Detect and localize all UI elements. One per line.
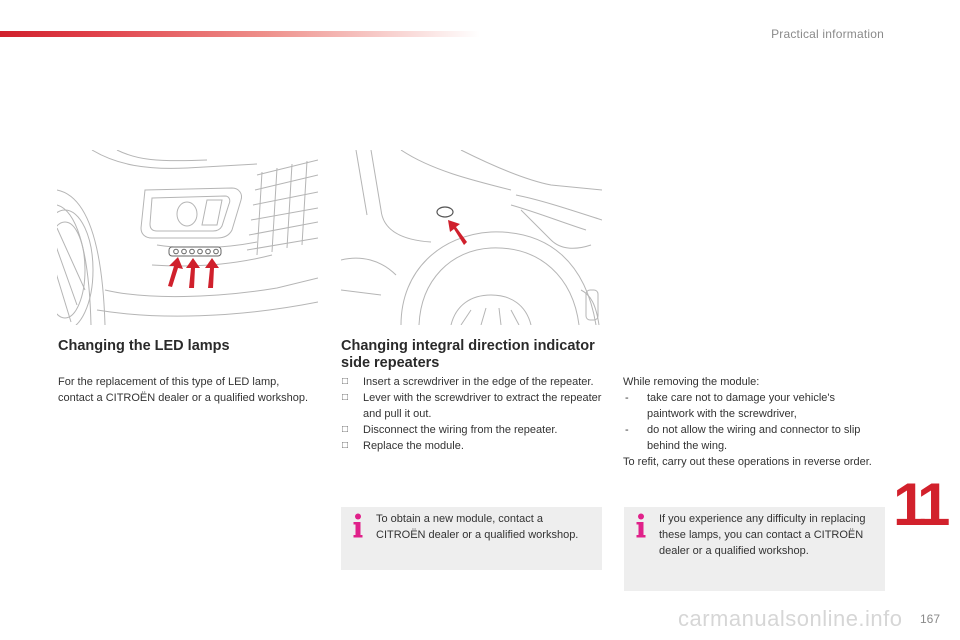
step-item: [341, 422, 603, 438]
step-text: Replace the module.: [363, 440, 464, 452]
precaution-text: take care not to damage your vehicle's paintwork with the screwdriver,: [647, 392, 835, 420]
removal-precautions: [623, 374, 885, 470]
info-icon: [636, 513, 646, 539]
info-icon: [353, 513, 363, 539]
chapter-number: 11: [893, 471, 945, 538]
step-text: Lever with the screwdriver to extract the repeater and pull it out.: [363, 392, 602, 420]
info-note-difficulty: [624, 507, 885, 591]
precaution-item: - do not allow the wiring and connector to slip behind the wing.: [625, 424, 861, 452]
step-text: Disconnect the wiring from the repeater.: [363, 424, 558, 436]
precautions-intro: While removing the module:: [623, 376, 760, 388]
precaution-text: do not allow the wiring and connector to slip behind the wing.: [647, 424, 861, 452]
precaution-item: - take care not to damage your vehicle's paintwork with the screwdriver,: [625, 392, 835, 420]
refit-instruction: To refit, carry out these operations in reverse order.: [623, 456, 872, 468]
step-item: [341, 374, 603, 390]
page-number: 167: [919, 612, 940, 626]
section-title: Practical information: [771, 27, 884, 41]
side-repeaters-heading: Changing integral direction indicator side repeaters: [341, 338, 595, 371]
led-lamps-heading: Changing the LED lamps: [58, 338, 230, 354]
note-text: If you experience any difficulty in replacing these lamps, you can contact a CITROËN dealer or a qualified workshop.: [659, 513, 866, 557]
indicator-arrows: [168, 257, 219, 288]
checkbox-bullet-icon: □: [342, 392, 349, 403]
led-lamps-paragraph: For the replacement of this type of LED lamp, contact a CITROËN dealer or a qualified workshop.: [58, 376, 309, 404]
led-lamps-illustration: [57, 150, 318, 325]
watermark: carmanualsonline.info: [678, 606, 903, 631]
info-note-new-module: [341, 507, 602, 570]
step-text: Insert a screwdriver in the edge of the repeater.: [363, 376, 594, 388]
checkbox-bullet-icon: □: [342, 440, 349, 451]
checkbox-bullet-icon: □: [342, 376, 349, 387]
side-repeater: [437, 207, 453, 217]
step-item: [341, 390, 603, 422]
side-repeater-illustration: [341, 150, 602, 325]
header-accent-bar: [0, 31, 480, 37]
side-repeater-steps: [341, 374, 603, 454]
indicator-arrow: [448, 220, 467, 245]
checkbox-bullet-icon: □: [342, 424, 349, 435]
step-item: [341, 438, 603, 454]
note-text: To obtain a new module, contact a CITROËN dealer or a qualified workshop.: [376, 513, 579, 541]
